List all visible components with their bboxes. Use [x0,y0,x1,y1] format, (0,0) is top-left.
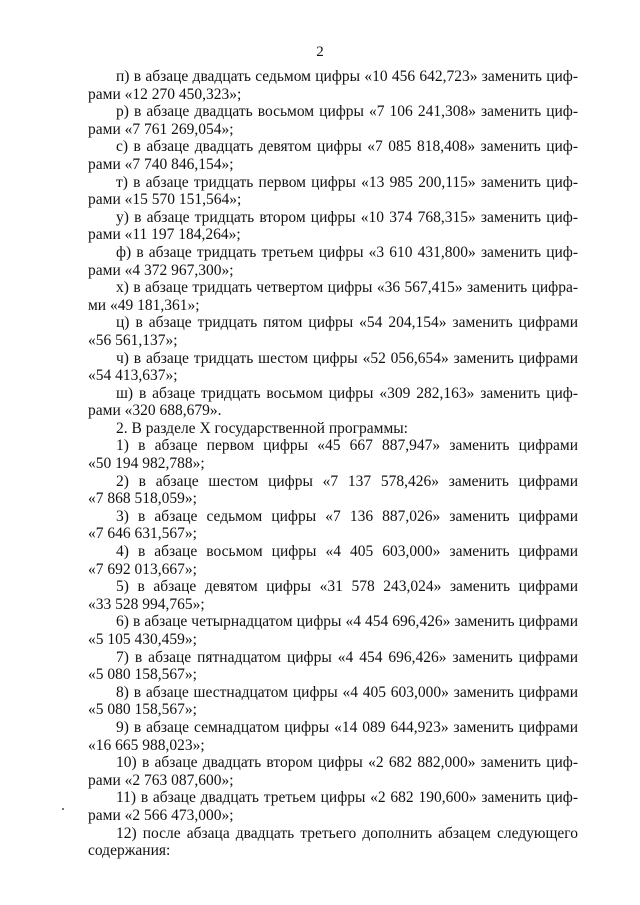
amendment-item-line-1: ш) в абзаце тридцать восьмом цифры «309 282,163» заменить циф- [116,384,578,402]
amendment-item-line-2: рами «4 372 967,300»; [88,261,234,279]
amendment-item-line-1: ф) в абзаце тридцать третьем цифры «3 610 431,800» заменить циф- [116,243,578,261]
scan-speck [62,808,64,810]
amendment-item-line-2: «7 646 631,567»; [88,525,197,543]
amendment-item-line-2: «54 413,637»; [88,367,178,385]
amendment-item-line-1: с) в абзаце двадцать девятом цифры «7 085 818,408» заменить циф- [116,138,578,156]
amendment-item [88,719,578,754]
amendment-item [88,613,578,648]
amendment-item-line-1: 10) в абзаце двадцать втором цифры «2 682 882,000» заменить циф- [116,754,578,772]
amendment-item [88,138,578,173]
amendment-item [88,754,578,789]
amendment-item [88,543,578,578]
amendment-item [88,279,578,314]
document-body [88,68,578,860]
amendment-item-line-2: рами «2 763 087,600»; [88,771,234,789]
amendment-item [88,684,578,719]
amendment-item-line-2: рами «320 688,679». [88,402,222,420]
amendment-item-line-2: рами «7 740 846,154»; [88,155,234,173]
amendment-item [88,578,578,613]
amendment-item-line-2: рами «11 197 184,264»; [88,226,241,244]
amendment-item-line-2: «7 868 518,059»; [88,490,197,508]
amendment-item [88,473,578,508]
amendment-item-line-2: «56 561,137»; [88,331,178,349]
amendment-item-line-1: 8) в абзаце шестнадцатом цифры «4 405 603,000» заменить цифрами [116,683,578,701]
amendment-item-line-1: р) в абзаце двадцать восьмом цифры «7 106 241,308» заменить циф- [116,103,578,121]
amendment-item-line-1: т) в абзаце тридцать первом цифры «13 985 200,115» заменить циф- [116,173,578,191]
amendment-item [88,68,578,103]
amendment-item-line-2: «33 528 994,765»; [88,595,205,613]
amendment-item [88,350,578,385]
amendment-item-line-1: 5) в абзаце девятом цифры «31 578 243,024» заменить цифрами [116,578,578,596]
amendment-item-line-2: рами «15 570 151,564»; [88,191,242,209]
amendment-item [88,508,578,543]
amendment-item-line-2: рами «2 566 473,000»; [88,806,234,824]
amendment-item-line-1: 12) после абзаца двадцать третьего дополнить абзацем следующего [116,824,578,842]
amendment-item-line-1: 1) в абзаце первом цифры «45 667 887,947» заменить цифрами [116,437,578,455]
amendment-list-part-2 [88,437,578,859]
amendment-item [88,314,578,349]
amendment-item [88,437,578,472]
amendment-item-line-1: ц) в абзаце тридцать пятом цифры «54 204,154» заменить цифрами [116,314,578,332]
amendment-item-line-1: 9) в абзаце семнадцатом цифры «14 089 644,923» заменить цифрами [116,718,578,736]
amendment-item-line-2: «16 665 988,023»; [88,736,205,754]
amendment-item-line-1: 2) в абзаце шестом цифры «7 137 578,426» заменить цифрами [116,472,578,490]
amendment-item [88,385,578,420]
amendment-item-line-2: «5 105 430,459»; [88,631,197,648]
amendment-item [88,789,578,824]
amendment-item-line-2: «5 080 158,567»; [88,666,197,684]
amendment-item [88,244,578,279]
page-number: 2 [316,44,324,60]
amendment-item-line-2: рами «12 270 450,323»; [88,85,242,103]
amendment-item-line-2: ми «49 181,361»; [88,296,200,314]
amendment-item-line-1: 3) в абзаце седьмом цифры «7 136 887,026» заменить цифрами [116,507,578,525]
amendment-item-line-2: «50 194 982,788»; [88,455,205,473]
amendment-item [88,174,578,209]
amendment-item-line-1: 11) в абзаце двадцать третьем цифры «2 682 190,600» заменить циф- [116,789,578,807]
amendment-item-line-1: 6) в абзаце четырнадцатом цифры «4 454 696,426» заменить цифрами [116,613,578,631]
amendment-item-line-2: рами «7 761 269,054»; [88,120,234,138]
amendment-item-line-2: содержания: [88,842,171,860]
amendment-item-line-1: п) в абзаце двадцать седьмом цифры «10 456 642,723» заменить циф- [116,68,578,85]
amendment-item-line-1: х) в абзаце тридцать четвертом цифры «36 567,415» заменить цифра- [116,279,578,297]
amendment-item-line-1: ч) в абзаце тридцать шестом цифры «52 056,654» заменить цифрами [116,349,578,367]
amendment-item-line-1: 4) в абзаце восьмом цифры «4 405 603,000» заменить цифрами [116,543,578,561]
amendment-item [88,209,578,244]
amendment-item-line-2: «7 692 013,667»; [88,560,197,578]
amendment-item-line-2: «5 080 158,567»; [88,701,197,719]
amendment-item [88,103,578,138]
amendment-list-part-1 [88,68,578,420]
amendment-item-line-1: у) в абзаце тридцать втором цифры «10 374 768,315» заменить циф- [116,208,578,226]
section-heading: 2. В разделе X государственной программы: [116,419,408,437]
amendment-item-line-1: 7) в абзаце пятнадцатом цифры «4 454 696,426» заменить цифрами [116,648,578,666]
amendment-item [88,825,578,860]
amendment-item [88,649,578,684]
